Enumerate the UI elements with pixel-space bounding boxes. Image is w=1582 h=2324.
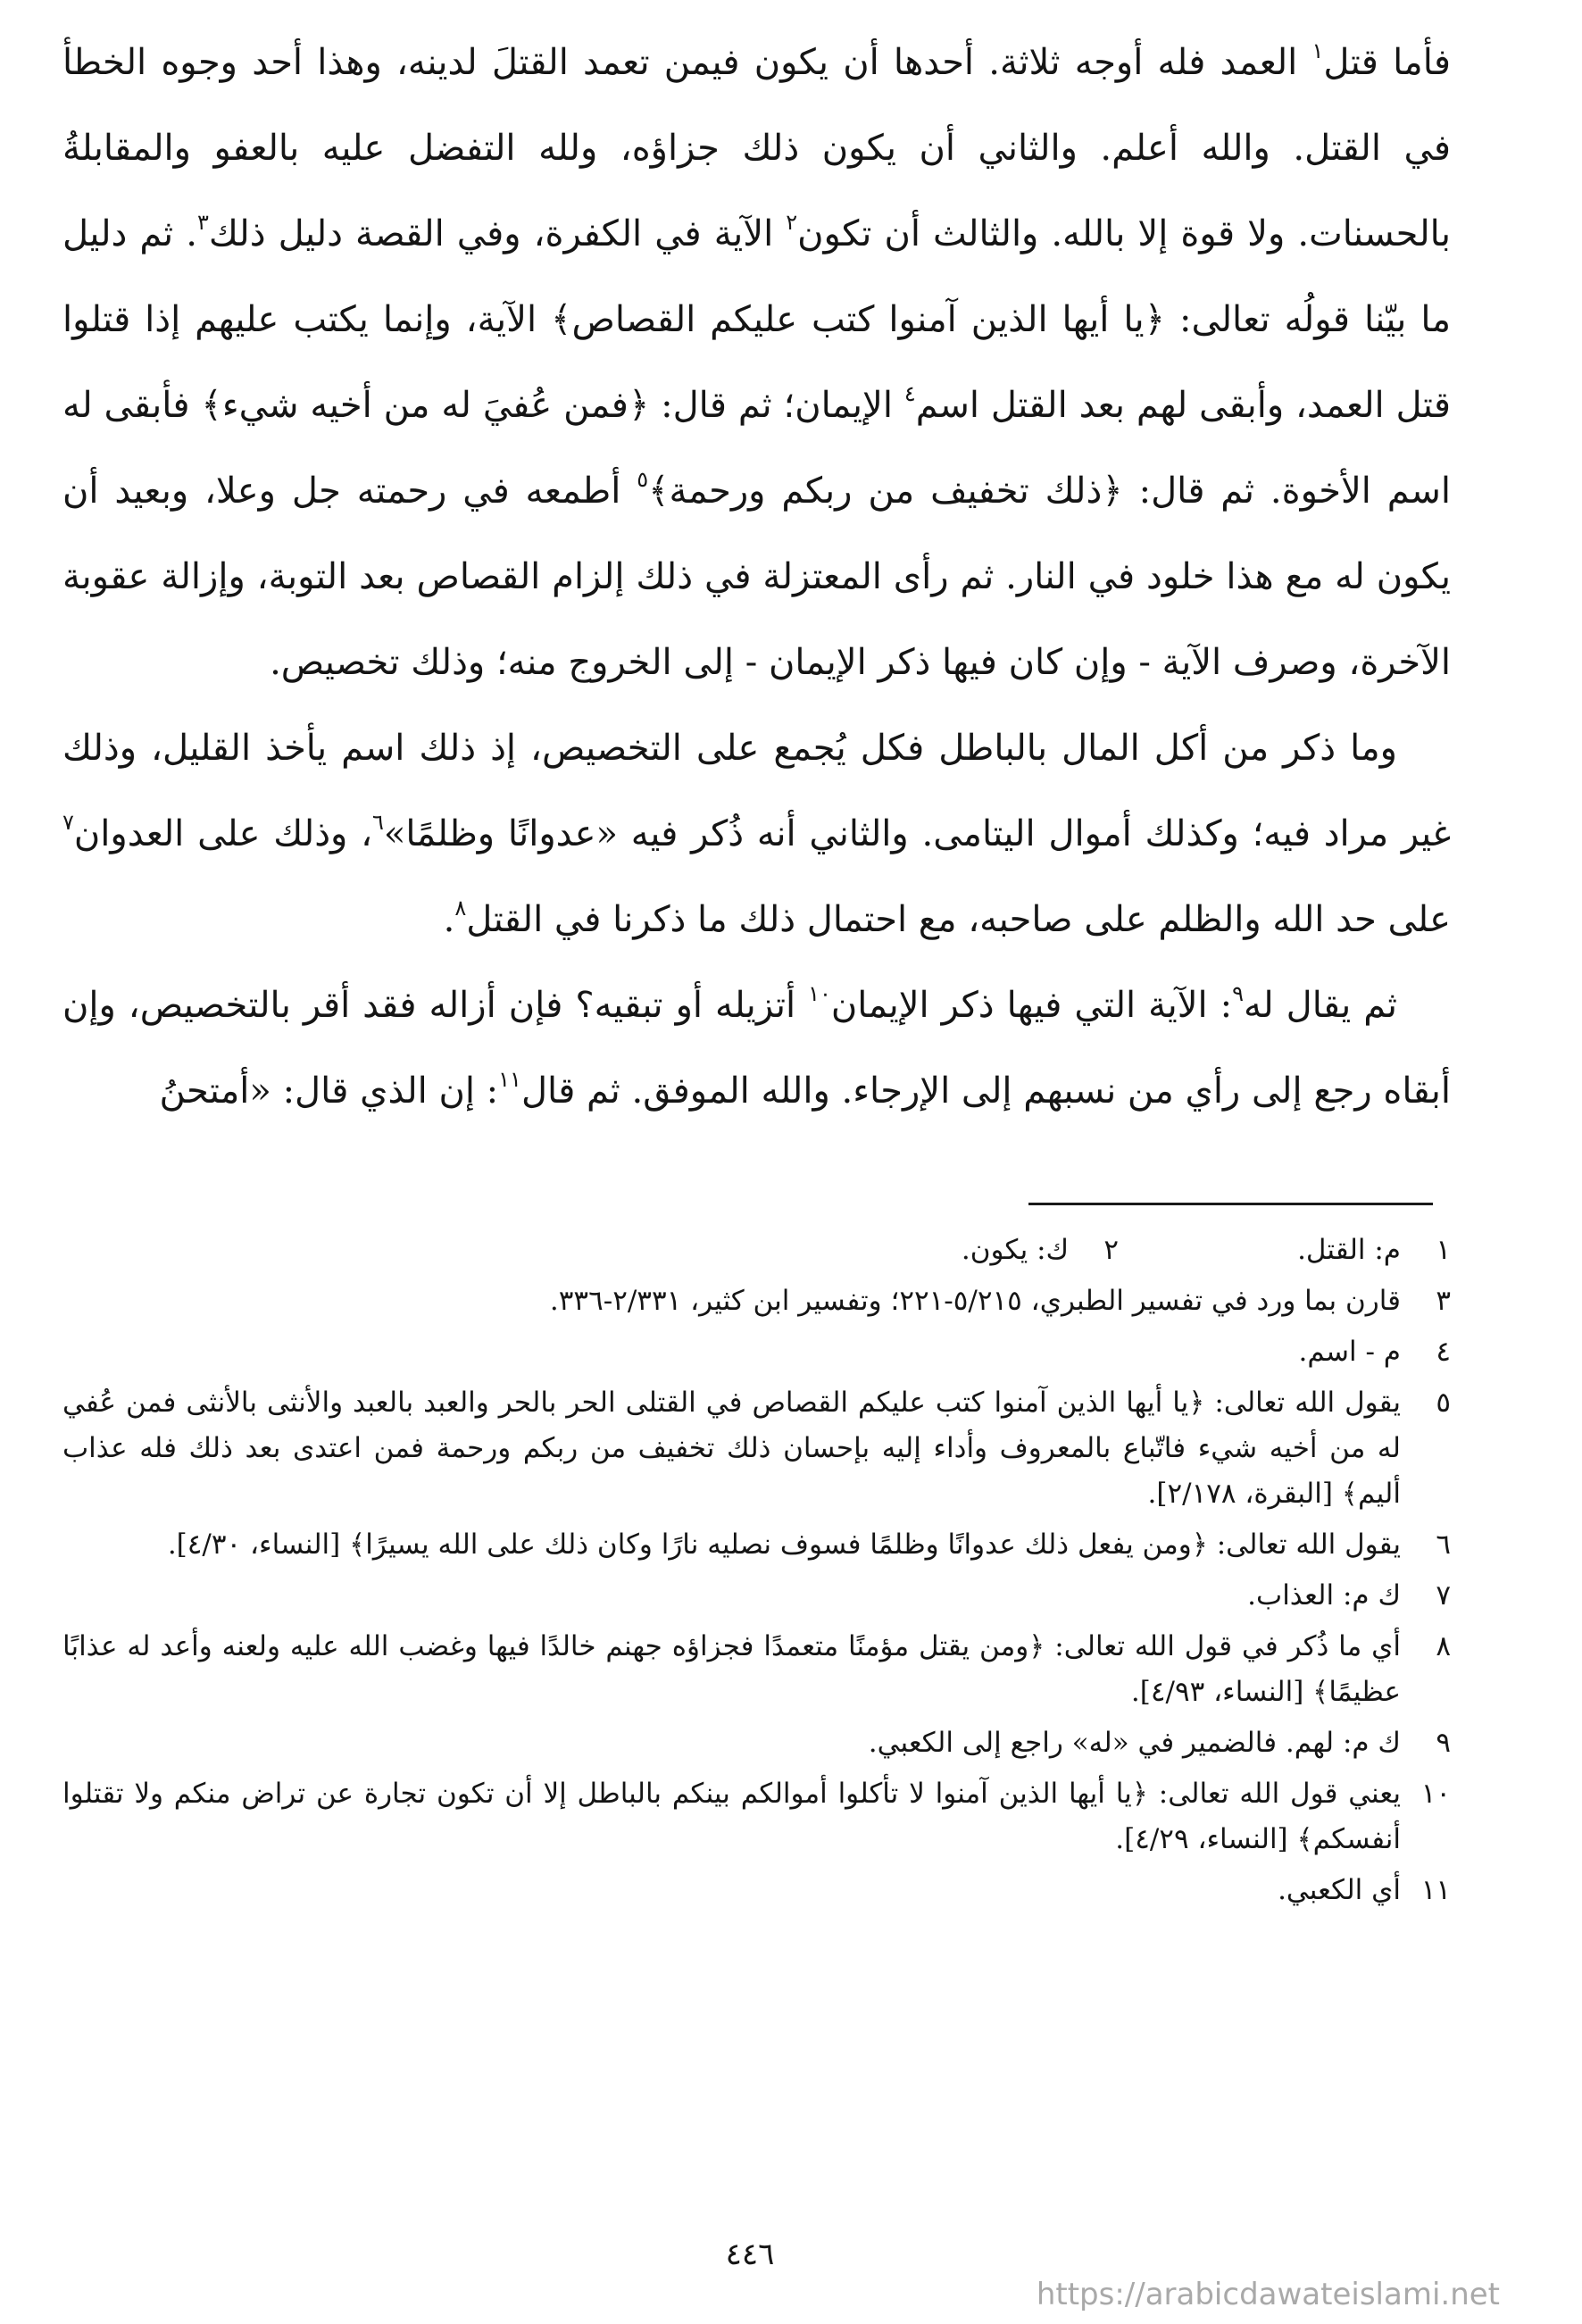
footnote-separator xyxy=(1028,1203,1433,1205)
paragraph xyxy=(62,20,1451,705)
text-run: ، وذلك على العدوان xyxy=(73,813,373,854)
footnote-marker: ٨ xyxy=(454,895,467,920)
footnote-row-1 xyxy=(62,1228,1451,1273)
footnote-text: م - اسم. xyxy=(1298,1336,1401,1368)
footnote-text: يقول الله تعالى: ﴿ومن يفعل ذلك عدوانًا وظلمًا فسوف نصليه نارًا وكان ذلك على الله يسيرًا﴾ [النساء، ٤/٣٠]. xyxy=(167,1529,1401,1561)
text-run: أطمعه في رحمته جل وعلا، وبعيد أن يكون له مع هذا خلود في النار. ثم رأى المعتزلة في ذلك إلزام القصاص بعد التوبة، وإزالة عقوبة الآخرة، وصرف الآية - وإن كان فيها ذكر الإيمان - إلى الخروج منه؛ وذلك تخصيص. xyxy=(62,471,1451,683)
footnote-marker: ٥ xyxy=(637,467,649,492)
text-run: الإيمان؛ ثم قال: ﴿فمن عُفيَ له من أخيه شيء﴾ فأبقى له اسم الأخوة. ثم قال: ﴿ذلك تخفيف من ربكم ورحمة﴾ xyxy=(62,385,1451,512)
footnote-number: ٩ xyxy=(1436,1727,1451,1759)
text-run: : الآية التي فيها ذكر الإيمان xyxy=(830,985,1233,1026)
footnote-3 xyxy=(62,1279,1451,1324)
footnote-number: ٧ xyxy=(1436,1579,1451,1612)
footnote-text: ك م: لهم. فالضمير في «له» راجع إلى الكعبي. xyxy=(868,1727,1401,1759)
footnote-8 xyxy=(62,1624,1451,1715)
footnote-text: قارن بما ورد في تفسير الطبري، ٥/٢١٥-٢٢١؛ وتفسير ابن كثير، ٢/٣٣١-٣٣٦. xyxy=(549,1285,1401,1317)
footnote-number: ١ xyxy=(1436,1234,1451,1266)
footnote-marker: ٣ xyxy=(196,210,209,235)
footnote-7 xyxy=(62,1573,1451,1619)
footnote-number: ٤ xyxy=(1436,1336,1451,1368)
text-run: . ثم دليل ما بيّنا قولُه تعالى: ﴿يا أيها الذين آمنوا كتب عليكم القصاص﴾ الآية، وإنما يكتب عليهم إذا قتلوا قتل العمد، وأبقى لهم بعد القتل اسم xyxy=(62,213,1451,426)
main-text xyxy=(62,20,1451,1134)
text-run: . xyxy=(443,899,455,940)
text-run: وما ذكر من أكل المال بالباطل فكل يُجمع على التخصيص، إذ ذلك اسم يأخذ القليل، وذلك غير مراد فيه؛ وكذلك أموال اليتامى. والثاني أنه ذُكر فيه «عدوانًا وظلمًا» xyxy=(62,728,1451,854)
watermark: https://arabicdawateislami.net xyxy=(1036,2277,1500,2312)
footnote-marker: ٦ xyxy=(372,810,384,835)
footnotes xyxy=(62,1228,1451,1919)
text-run: الآية في الكفرة، وفي القصة دليل ذلك xyxy=(208,213,787,254)
paragraph xyxy=(62,705,1451,962)
page-number: ٤٤٦ xyxy=(725,2237,775,2272)
footnote-text: م: القتل. xyxy=(1297,1234,1401,1266)
footnote-marker: ١٠ xyxy=(808,981,831,1006)
text-run: ثم يقال له xyxy=(1244,985,1398,1026)
footnote-number: ٣ xyxy=(1436,1285,1451,1317)
footnote-marker: ٧ xyxy=(62,810,74,835)
footnote-text: يعني قول الله تعالى: ﴿يا أيها الذين آمنوا لا تأكلوا أموالكم بينكم بالباطل إلا أن تكون تجارة عن تراض منكم ولا تقتلوا أنفسكم﴾ [النساء، ٤/٢٩]. xyxy=(62,1778,1401,1855)
footnote-text: أي الكعبي. xyxy=(1278,1874,1401,1906)
text-run: : إن الذي قال: «أمتحنُ xyxy=(159,1070,499,1112)
footnote-number: ١١ xyxy=(1420,1874,1451,1906)
footnote-marker: ٩ xyxy=(1232,981,1244,1006)
footnote-text: ك: يكون. xyxy=(961,1234,1070,1266)
footnote-text: ك م: العذاب. xyxy=(1247,1579,1401,1612)
footnote-number: ٦ xyxy=(1436,1529,1451,1561)
footnote-list xyxy=(62,1279,1451,1913)
footnote-number: ١٠ xyxy=(1420,1778,1451,1810)
footnote-11 xyxy=(62,1868,1451,1913)
footnote-marker: ١١ xyxy=(498,1067,521,1092)
footnote-marker: ١ xyxy=(1311,38,1324,63)
paragraph xyxy=(62,962,1451,1134)
text-run: فأما قتل xyxy=(1323,42,1452,83)
footnote-1 xyxy=(1297,1228,1451,1273)
footnote-10 xyxy=(62,1771,1451,1862)
footnote-text: أي ما ذُكر في قول الله تعالى: ﴿ومن يقتل مؤمنًا متعمدًا فجزاؤه جهنم خالدًا فيها وغضب الله عليه ولعنه وأعد له عذابًا عظيمًا﴾ [النساء، ٤/٩٣]. xyxy=(62,1630,1401,1708)
footnote-2 xyxy=(962,1228,1119,1273)
footnote-marker: ٤ xyxy=(903,381,916,406)
footnote-number: ٨ xyxy=(1436,1630,1451,1662)
footnote-number: ٢ xyxy=(1103,1234,1120,1266)
text-run: على حد الله والظلم على صاحبه، مع احتمال ذلك ما ذكرنا في القتل xyxy=(466,899,1451,940)
footnote-9 xyxy=(62,1720,1451,1766)
text-run: العمد فله أوجه ثلاثة. أحدها أن يكون فيمن تعمد القتلَ لدينه، وهذا أحد وجوه الخطأ في القتل. والله أعلم. والثاني أن يكون ذلك جزاؤه، ولله التفضل عليه بالعفو والمقابلةُ بالحسنات. ولا قوة إلا بالله. والثالث أن تكون xyxy=(62,42,1451,254)
footnote-4 xyxy=(62,1329,1451,1375)
text-run: أتزيله أو تبقيه؟ فإن أزاله فقد أقر بالتخصيص، وإن أبقاه رجع إلى رأي من نسبهم إلى الإرجاء. والله الموفق. ثم قال xyxy=(62,985,1451,1112)
footnote-marker: ٢ xyxy=(786,210,798,235)
footnote-5 xyxy=(62,1380,1451,1517)
footnote-number: ٥ xyxy=(1436,1387,1451,1419)
footnote-text: يقول الله تعالى: ﴿يا أيها الذين آمنوا كتب عليكم القصاص في القتلى الحر بالحر والعبد بالعبد والأنثى بالأنثى فمن عُفي له من أخيه شيء فاتّباع بالمعروف وأداء إليه بإحسان ذلك تخفيف من ربكم ورحمة فمن اعتدى بعد ذلك فله عذاب أليم﴾ [البقرة، ٢/١٧٨]. xyxy=(62,1387,1401,1510)
footnote-6 xyxy=(62,1522,1451,1568)
